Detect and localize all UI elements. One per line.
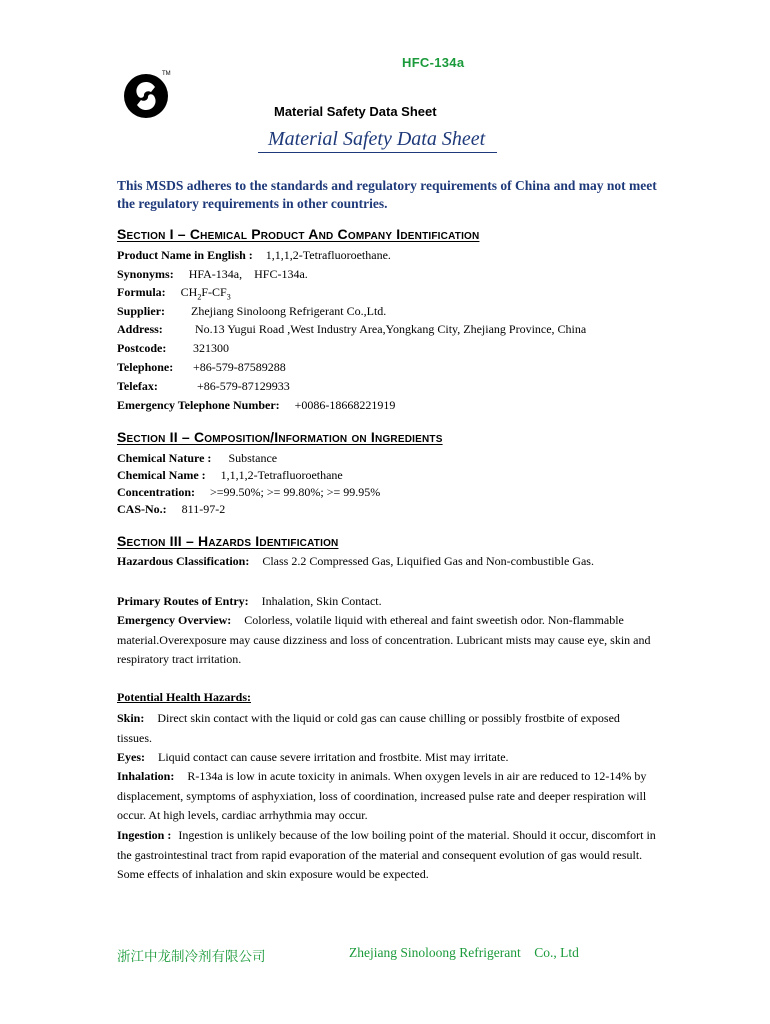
postcode-value: 321300 [193, 341, 229, 355]
company-logo-icon [122, 68, 174, 120]
hazardous-classification [117, 552, 657, 572]
telefax-row [117, 379, 290, 394]
inhalation-label: Inhalation: [117, 769, 175, 783]
telefax-value: +86-579-87129933 [197, 379, 290, 393]
synonyms-label: Synonyms: [117, 267, 174, 281]
formula-sub-2: 3 [226, 292, 231, 302]
skin-value: Direct skin contact with the liquid or cold gas can cause chilling or possibly frostbite of exposed tissues. [117, 711, 620, 745]
concentration-row [117, 485, 380, 500]
routes-value: Inhalation, Skin Contact. [261, 594, 382, 608]
address-value: No.13 Yugui Road ,West Industry Area,Yongkang City, Zhejiang Province, China [195, 322, 587, 336]
telefax-label: Telefax: [117, 379, 158, 393]
synonyms-row [117, 267, 308, 282]
inhalation-hazard [117, 767, 657, 826]
supplier-value: Zhejiang Sinoloong Refrigerant Co.,Ltd. [191, 304, 387, 318]
postcode-label: Postcode: [117, 341, 167, 355]
postcode-row [117, 341, 229, 356]
formula-sub-1: 2 [197, 292, 202, 302]
formula-part-b: F-CF [201, 285, 227, 299]
address-label: Address: [117, 322, 163, 336]
classification-label: Hazardous Classification: [117, 554, 250, 568]
ingestion-value: Ingestion is unlikely because of the low boiling point of the material. Should it occur, discomfort in the gastrointestinal tract from rapid evaporation of the material and consequent evolution of gas would result. Some effects of inhalation and skin exposure would be expected. [117, 828, 656, 881]
formula-value [180, 285, 231, 302]
eyes-label: Eyes: [117, 750, 145, 764]
cas-number-label: CAS-No.: [117, 502, 167, 516]
telephone-value: +86-579-87589288 [193, 360, 286, 374]
skin-label: Skin: [117, 711, 145, 725]
ingestion-hazard [117, 826, 657, 885]
product-name-row [117, 248, 391, 263]
eyes-value: Liquid contact can cause severe irritation and frostbite. Mist may irritate. [158, 750, 509, 764]
product-name-value: 1,1,1,2-Tetrafluoroethane. [265, 248, 391, 262]
address-row [117, 322, 587, 337]
formula-part-a: CH [180, 285, 198, 299]
cas-number-row [117, 502, 225, 517]
emergency-phone-row [117, 398, 395, 413]
health-hazards-heading: Potential Health Hazards: [117, 690, 251, 704]
chemical-nature-row [117, 451, 277, 466]
overview-label: Emergency Overview: [117, 613, 232, 627]
regulatory-notice: This MSDS adheres to the standards and regulatory requirements of China and may not meet the regulatory requirements in other countries. [117, 178, 657, 211]
skin-hazard [117, 709, 657, 748]
section-1-heading: Section I – Chemical Product And Company Identification [117, 226, 480, 242]
concentration-value: >=99.50%; >= 99.80%; >= 99.95% [210, 485, 381, 499]
routes-label: Primary Routes of Entry: [117, 594, 249, 608]
trademark-mark: TM [162, 71, 171, 77]
synonyms-value: HFA-134a, HFC-134a. [188, 267, 308, 281]
emergency-phone-value: +0086-18668221919 [294, 398, 396, 412]
eyes-hazard [117, 748, 657, 768]
classification-value: Class 2.2 Compressed Gas, Liquified Gas and Non-combustible Gas. [262, 554, 594, 568]
inhalation-value: R-134a is low in acute toxicity in animals. When oxygen levels in air are reduced to 12-14% by displacement, symptoms of asphyxiation, loss of coordination, increased pulse rate and deeper respiration will occur. At high levels, cardiac arrhythmia may occur. [117, 769, 647, 822]
concentration-label: Concentration: [117, 485, 195, 499]
chemical-name-value: 1,1,1,2-Tetrafluoroethane [220, 468, 343, 482]
ingestion-label: Ingestion : [117, 828, 172, 842]
section-2-heading: Section II – Composition/Information on Ingredients [117, 429, 443, 445]
chemical-nature-value: Substance [228, 451, 278, 465]
chemical-name-label: Chemical Name : [117, 468, 206, 482]
product-name-label: Product Name in English : [117, 248, 253, 262]
footer-company-cn: 浙江中龙制冷剂有限公司 [117, 949, 266, 964]
formula-label: Formula: [117, 285, 166, 299]
doc-title: Material Safety Data Sheet [258, 128, 497, 153]
primary-routes [117, 592, 657, 612]
footer-company-en: Zhejiang Sinoloong Refrigerant Co., Ltd [349, 945, 579, 960]
chemical-nature-label: Chemical Nature : [117, 451, 212, 465]
section-3-heading: Section III – Hazards Identification [117, 533, 339, 549]
emergency-phone-label: Emergency Telephone Number: [117, 398, 280, 412]
doc-label: Material Safety Data Sheet [274, 104, 437, 119]
emergency-overview [117, 611, 657, 670]
supplier-label: Supplier: [117, 304, 166, 318]
formula-row [117, 285, 231, 301]
chemical-name-row [117, 468, 343, 483]
telephone-label: Telephone: [117, 360, 174, 374]
product-code: HFC-134a [402, 55, 465, 70]
telephone-row [117, 360, 286, 375]
cas-number-value: 811-97-2 [181, 502, 226, 516]
overview-value: Colorless, volatile liquid with ethereal and faint sweetish odor. Non-flammable material.Overexposure may cause dizziness and loss of concentration. Lubricant mists may cause eye, skin and respiratory tract irritation. [117, 613, 651, 666]
supplier-row [117, 304, 387, 319]
